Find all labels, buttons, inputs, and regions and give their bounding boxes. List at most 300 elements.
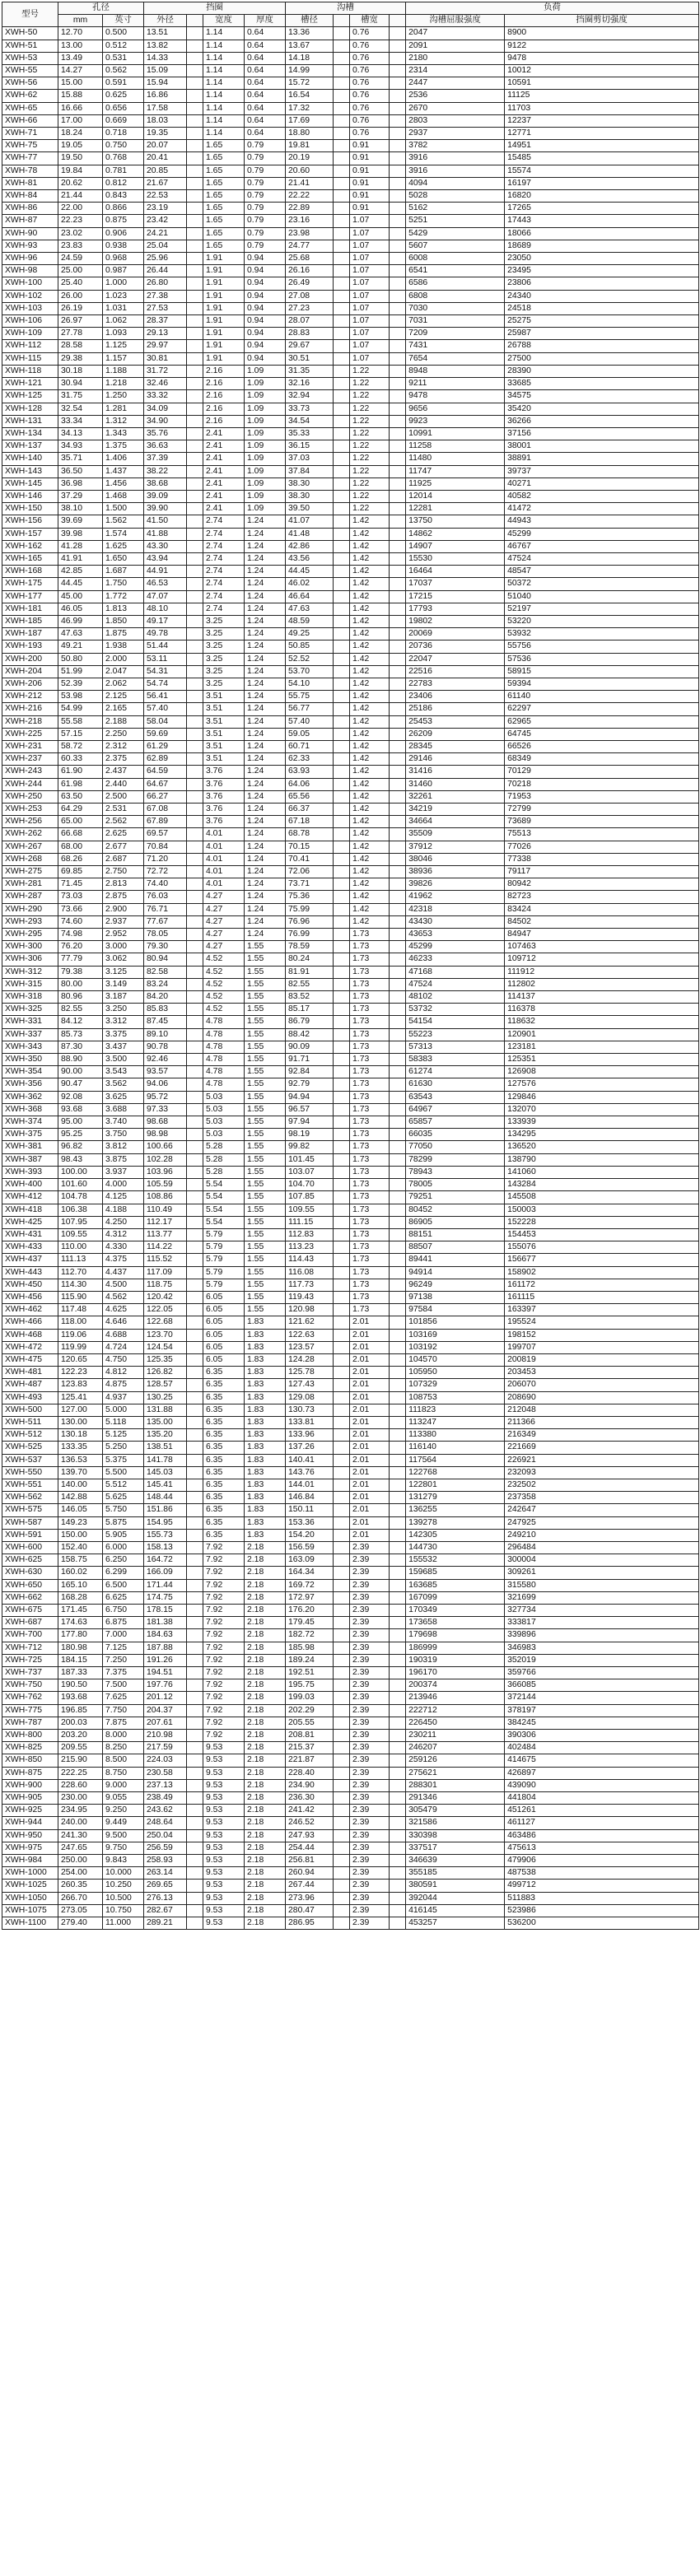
cell-inch: 0.669 [103,114,144,127]
cell-groove_width: 1.42 [350,891,390,903]
cell-tolerance [334,1730,350,1742]
cell-load_groove: 61274 [406,1066,505,1078]
cell-tolerance [334,227,350,240]
cell-tolerance [390,1191,406,1204]
cell-load_groove: 230211 [406,1730,505,1742]
cell-load_ring: 77338 [505,853,699,865]
cell-od: 250.04 [144,1829,187,1842]
cell-load_groove: 8948 [406,365,505,377]
table-row [2,1642,699,1654]
table-row [2,991,699,1004]
cell-load_ring: 154453 [505,1228,699,1241]
cell-od: 243.62 [144,1805,187,1817]
cell-width: 7.92 [203,1667,245,1679]
cell-mm: 190.50 [58,1679,103,1692]
cell-od: 26.44 [144,265,187,277]
cell-tolerance [187,778,203,790]
cell-tolerance [187,1141,203,1153]
cell-mm: 203.20 [58,1730,103,1742]
cell-groove_dia: 81.91 [286,966,334,978]
cell-load_groove: 11480 [406,453,505,465]
cell-groove_dia: 13.36 [286,27,334,40]
cell-tolerance [334,1391,350,1404]
cell-thickness: 1.83 [245,1404,286,1416]
header-row-1 [2,2,699,15]
cell-load_ring: 378197 [505,1704,699,1717]
cell-inch: 1.772 [103,590,144,603]
cell-tolerance [187,578,203,590]
cell-model: XWH-281 [2,878,58,891]
cell-load_ring: 47524 [505,552,699,565]
cell-tolerance [390,1241,406,1254]
cell-tolerance [390,1391,406,1404]
cell-load_groove: 3782 [406,140,505,152]
cell-load_groove: 6808 [406,290,505,302]
cell-mm: 273.05 [58,1904,103,1917]
cell-width: 1.14 [203,77,245,90]
table-row [2,1066,699,1078]
cell-tolerance [334,114,350,127]
table-row [2,1730,699,1742]
cell-tolerance [187,378,203,390]
cell-inch: 2.875 [103,891,144,903]
cell-od: 256.59 [144,1842,187,1854]
cell-inch: 4.750 [103,1353,144,1366]
cell-model: XWH-318 [2,991,58,1004]
table-row [2,1692,699,1704]
cell-tolerance [390,1266,406,1279]
cell-groove_width: 1.73 [350,966,390,978]
cell-load_ring: 461127 [505,1817,699,1829]
table-row [2,878,699,891]
cell-model: XWH-662 [2,1591,58,1604]
cell-inch: 0.843 [103,190,144,203]
retaining-ring-table [2,2,699,1930]
cell-load_groove: 2447 [406,77,505,90]
cell-tolerance [334,1541,350,1554]
cell-load_ring: 155076 [505,1241,699,1254]
cell-tolerance [390,1591,406,1604]
cell-groove_dia: 215.37 [286,1742,334,1754]
cell-thickness: 0.64 [245,128,286,140]
cell-model: XWH-140 [2,453,58,465]
cell-load_groove: 116140 [406,1442,505,1454]
table-row [2,1504,699,1516]
cell-inch: 5.750 [103,1504,144,1516]
cell-tolerance [187,1329,203,1341]
cell-groove_dia: 164.34 [286,1567,334,1579]
cell-load_groove: 4094 [406,177,505,189]
cell-load_ring: 16820 [505,190,699,203]
cell-load_ring: 114137 [505,991,699,1004]
header-ring: 挡圈 [144,2,286,15]
cell-model: XWH-337 [2,1028,58,1041]
cell-tolerance [334,1191,350,1204]
cell-groove_dia: 182.72 [286,1629,334,1642]
cell-load_groove: 2536 [406,90,505,102]
cell-tolerance [187,878,203,891]
cell-width: 9.53 [203,1892,245,1904]
table-row [2,566,699,578]
cell-mm: 168.28 [58,1591,103,1604]
cell-mm: 106.38 [58,1204,103,1216]
cell-load_groove: 31416 [406,766,505,778]
cell-width: 1.65 [203,215,245,227]
cell-width: 4.52 [203,978,245,990]
cell-tolerance [334,1742,350,1754]
header-groove-dia-tol [334,15,350,27]
cell-tolerance [390,528,406,540]
cell-thickness: 1.55 [245,1266,286,1279]
table-row [2,77,699,90]
cell-groove_width: 2.39 [350,1554,390,1567]
cell-inch: 2.813 [103,878,144,891]
cell-model: XWH-800 [2,1730,58,1742]
cell-tolerance [187,1379,203,1391]
table-row [2,1667,699,1679]
cell-mm: 122.23 [58,1367,103,1379]
cell-mm: 100.00 [58,1166,103,1178]
cell-inch: 3.740 [103,1116,144,1129]
cell-tolerance [187,1904,203,1917]
cell-inch: 9.250 [103,1805,144,1817]
table-row [2,1291,699,1303]
cell-thickness: 1.24 [245,816,286,828]
cell-load_ring: 15574 [505,165,699,177]
cell-width: 2.74 [203,566,245,578]
cell-model: XWH-312 [2,966,58,978]
cell-od: 37.39 [144,453,187,465]
cell-load_groove: 7031 [406,315,505,328]
cell-mm: 47.63 [58,628,103,641]
cell-mm: 32.54 [58,403,103,415]
cell-groove_dia: 153.36 [286,1516,334,1529]
cell-mm: 46.99 [58,615,103,627]
table-row [2,578,699,590]
cell-od: 43.94 [144,552,187,565]
cell-groove_dia: 150.11 [286,1504,334,1516]
cell-tolerance [390,152,406,165]
cell-tolerance [187,1867,203,1880]
cell-thickness: 1.24 [245,678,286,690]
cell-load_ring: 71953 [505,790,699,803]
cell-tolerance [187,427,203,440]
cell-groove_width: 1.42 [350,653,390,665]
cell-mm: 34.13 [58,427,103,440]
cell-model: XWH-575 [2,1504,58,1516]
table-row [2,453,699,465]
cell-groove_dia: 103.07 [286,1166,334,1178]
cell-inch: 4.375 [103,1254,144,1266]
cell-width: 1.65 [203,152,245,165]
cell-mm: 73.03 [58,891,103,903]
cell-load_groove: 346639 [406,1855,505,1867]
cell-inch: 9.055 [103,1792,144,1805]
cell-tolerance [390,740,406,752]
cell-load_groove: 11925 [406,477,505,490]
cell-od: 83.24 [144,978,187,990]
cell-thickness: 1.24 [245,728,286,740]
cell-load_groove: 291346 [406,1792,505,1805]
cell-load_groove: 37912 [406,841,505,853]
table-row [2,477,699,490]
cell-width: 6.35 [203,1516,245,1529]
cell-load_ring: 211366 [505,1416,699,1428]
cell-groove_dia: 23.98 [286,227,334,240]
cell-model: XWH-493 [2,1391,58,1404]
cell-inch: 9.449 [103,1817,144,1829]
cell-model: XWH-150 [2,503,58,515]
cell-groove_width: 1.73 [350,1216,390,1228]
cell-od: 181.38 [144,1617,187,1629]
cell-tolerance [390,1867,406,1880]
cell-mm: 165.10 [58,1579,103,1591]
cell-od: 70.84 [144,841,187,853]
cell-inch: 7.750 [103,1704,144,1717]
cell-groove_dia: 280.47 [286,1904,334,1917]
cell-model: XWH-100 [2,277,58,290]
cell-tolerance [187,240,203,252]
cell-tolerance [390,1316,406,1329]
cell-od: 204.37 [144,1704,187,1717]
cell-model: XWH-762 [2,1692,58,1704]
cell-groove_width: 2.01 [350,1379,390,1391]
cell-thickness: 2.18 [245,1742,286,1754]
cell-model: XWH-71 [2,128,58,140]
cell-groove_width: 2.39 [350,1842,390,1854]
cell-width: 1.91 [203,302,245,314]
cell-mm: 152.40 [58,1541,103,1554]
cell-tolerance [390,641,406,653]
cell-od: 21.67 [144,177,187,189]
cell-tolerance [334,1817,350,1829]
cell-inch: 1.650 [103,552,144,565]
cell-od: 76.03 [144,891,187,903]
cell-groove_dia: 267.44 [286,1880,334,1892]
cell-groove_dia: 208.81 [286,1730,334,1742]
cell-mm: 184.15 [58,1654,103,1666]
cell-tolerance [334,915,350,928]
cell-width: 9.53 [203,1805,245,1817]
cell-tolerance [187,753,203,766]
cell-groove_dia: 32.16 [286,378,334,390]
cell-mm: 98.43 [58,1153,103,1166]
cell-inch: 1.468 [103,490,144,502]
cell-mm: 96.82 [58,1141,103,1153]
cell-model: XWH-253 [2,804,58,816]
cell-tolerance [390,1779,406,1791]
cell-load_groove: 14907 [406,540,505,552]
cell-inch: 1.188 [103,365,144,377]
cell-mm: 118.00 [58,1316,103,1329]
cell-tolerance [334,816,350,828]
cell-load_groove: 5607 [406,240,505,252]
table-row [2,390,699,403]
cell-tolerance [390,1228,406,1241]
cell-mm: 74.98 [58,929,103,941]
cell-load_ring: 38001 [505,440,699,453]
cell-od: 57.40 [144,703,187,715]
cell-inch: 3.437 [103,1041,144,1053]
cell-mm: 250.00 [58,1855,103,1867]
cell-tolerance [187,1504,203,1516]
cell-groove_dia: 47.63 [286,603,334,615]
cell-mm: 117.48 [58,1304,103,1316]
cell-mm: 84.12 [58,1016,103,1028]
cell-mm: 60.33 [58,753,103,766]
cell-width: 3.51 [203,715,245,728]
cell-model: XWH-712 [2,1642,58,1654]
cell-groove_dia: 234.90 [286,1779,334,1791]
cell-tolerance [334,1829,350,1842]
cell-load_groove: 122768 [406,1466,505,1479]
cell-load_ring: 23495 [505,265,699,277]
cell-load_ring: 296484 [505,1541,699,1554]
cell-model: XWH-93 [2,240,58,252]
cell-thickness: 0.94 [245,315,286,328]
cell-thickness: 1.83 [245,1442,286,1454]
cell-tolerance [334,1179,350,1191]
cell-groove_dia: 15.72 [286,77,334,90]
cell-width: 1.91 [203,328,245,340]
cell-groove_dia: 112.83 [286,1228,334,1241]
cell-width: 6.05 [203,1291,245,1303]
cell-inch: 1.456 [103,477,144,490]
cell-groove_width: 1.42 [350,628,390,641]
cell-inch: 1.218 [103,378,144,390]
cell-tolerance [390,90,406,102]
cell-load_ring: 25987 [505,328,699,340]
cell-mm: 33.34 [58,415,103,427]
cell-tolerance [187,1842,203,1854]
cell-tolerance [187,1153,203,1166]
cell-groove_dia: 19.81 [286,140,334,152]
table-row [2,190,699,203]
cell-inch: 4.625 [103,1304,144,1316]
cell-load_groove: 45299 [406,941,505,953]
cell-groove_dia: 55.75 [286,691,334,703]
cell-inch: 3.688 [103,1103,144,1116]
cell-thickness: 2.18 [245,1629,286,1642]
cell-load_groove: 5429 [406,227,505,240]
cell-od: 80.94 [144,953,187,966]
cell-load_ring: 44943 [505,515,699,528]
cell-tolerance [187,1404,203,1416]
cell-inch: 3.937 [103,1166,144,1178]
cell-tolerance [187,328,203,340]
cell-thickness: 1.09 [245,440,286,453]
cell-load_ring: 24340 [505,290,699,302]
cell-inch: 2.440 [103,778,144,790]
table-row [2,265,699,277]
cell-load_ring: 221669 [505,1442,699,1454]
table-row [2,1717,699,1729]
cell-thickness: 1.83 [245,1454,286,1466]
cell-od: 87.45 [144,1016,187,1028]
cell-load_groove: 65857 [406,1116,505,1129]
cell-model: XWH-275 [2,866,58,878]
cell-groove_width: 1.07 [350,302,390,314]
cell-width: 7.92 [203,1704,245,1717]
cell-thickness: 2.18 [245,1567,286,1579]
cell-inch: 3.543 [103,1066,144,1078]
cell-load_ring: 55756 [505,641,699,653]
cell-model: XWH-331 [2,1016,58,1028]
table-row [2,1867,699,1880]
cell-tolerance [187,1617,203,1629]
cell-tolerance [334,1529,350,1541]
cell-groove_dia: 66.37 [286,804,334,816]
cell-tolerance [334,1892,350,1904]
cell-tolerance [334,1054,350,1066]
cell-groove_width: 2.01 [350,1466,390,1479]
table-row [2,215,699,227]
cell-inch: 4.875 [103,1379,144,1391]
cell-tolerance [187,1442,203,1454]
cell-tolerance [334,302,350,314]
table-row [2,1892,699,1904]
table-row [2,1429,699,1442]
cell-tolerance [334,253,350,265]
cell-groove_dia: 98.19 [286,1129,334,1141]
cell-groove_width: 1.22 [350,490,390,502]
cell-groove_dia: 62.33 [286,753,334,766]
cell-tolerance [390,953,406,966]
cell-tolerance [187,953,203,966]
cell-tolerance [390,1429,406,1442]
cell-groove_dia: 121.62 [286,1316,334,1329]
cell-tolerance [187,1579,203,1591]
cell-load_groove: 31460 [406,778,505,790]
cell-tolerance [390,828,406,841]
cell-width: 6.35 [203,1379,245,1391]
cell-mm: 58.72 [58,740,103,752]
cell-inch: 1.437 [103,465,144,477]
cell-load_groove: 2670 [406,102,505,114]
table-row [2,1416,699,1428]
cell-load_ring: 34575 [505,390,699,403]
cell-tolerance [187,52,203,64]
cell-groove_dia: 246.52 [286,1817,334,1829]
cell-groove_dia: 75.36 [286,891,334,903]
cell-mm: 22.23 [58,215,103,227]
cell-tolerance [390,1767,406,1779]
cell-load_groove: 80452 [406,1204,505,1216]
cell-tolerance [187,1166,203,1178]
cell-mm: 45.00 [58,590,103,603]
cell-tolerance [334,503,350,515]
header-groove: 沟槽 [286,2,406,15]
cell-inch: 4.688 [103,1329,144,1341]
cell-inch: 2.250 [103,728,144,740]
cell-load_groove: 6008 [406,253,505,265]
table-row [2,1817,699,1829]
cell-load_groove: 5028 [406,190,505,203]
cell-groove_width: 1.07 [350,290,390,302]
cell-thickness: 1.24 [245,740,286,752]
cell-thickness: 1.83 [245,1416,286,1428]
cell-od: 207.61 [144,1717,187,1729]
cell-inch: 8.250 [103,1742,144,1754]
cell-tolerance [334,1141,350,1153]
cell-tolerance [187,1341,203,1353]
cell-load_groove: 186999 [406,1642,505,1654]
cell-od: 44.91 [144,566,187,578]
cell-inch: 9.500 [103,1829,144,1842]
cell-tolerance [187,1254,203,1266]
cell-tolerance [187,1429,203,1442]
table-row [2,978,699,990]
